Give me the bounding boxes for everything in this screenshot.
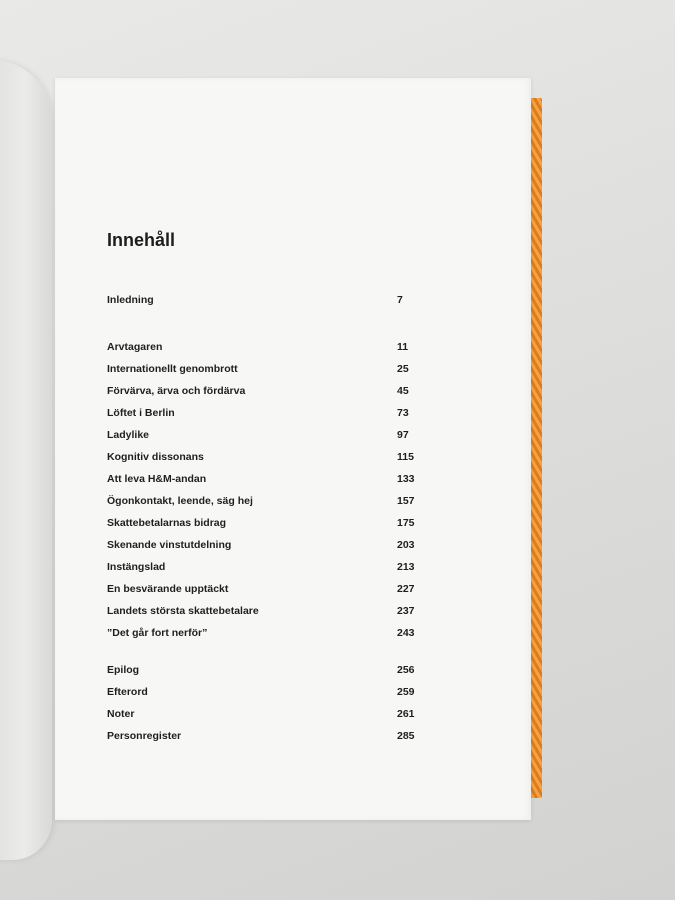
toc-entry-page: 157: [397, 495, 415, 507]
toc-entry-title: Efterord: [107, 686, 148, 698]
toc-entry-title: Landets största skattebetalare: [107, 605, 259, 617]
facing-page-edge: [0, 60, 52, 860]
toc-entry-title: Ladylike: [107, 429, 150, 441]
toc-entry-title: Noter: [107, 708, 135, 720]
toc-entry: [107, 536, 467, 554]
toc-entry-title: Löftet i Berlin: [107, 407, 175, 419]
toc-entry: [107, 558, 467, 576]
toc-entry: [107, 602, 467, 620]
toc-entry-page: 25: [397, 363, 409, 375]
toc-entry-page: 256: [397, 664, 415, 676]
toc-entry-page: 73: [397, 407, 409, 419]
toc-entry: [107, 338, 467, 356]
toc-entry-page: 115: [397, 451, 414, 463]
toc-entry-page: 175: [397, 517, 415, 529]
toc-entry-title: Inledning: [107, 294, 154, 306]
toc-entry: [107, 382, 467, 400]
toc-entry: [107, 492, 467, 510]
toc-entry-title: Instängslad: [107, 561, 166, 573]
toc-entry: [107, 404, 467, 422]
toc-entry-title: Personregister: [107, 730, 182, 742]
toc-entry-page: 45: [397, 385, 409, 397]
toc-entry: [107, 360, 467, 378]
toc-entry-page: 243: [397, 627, 415, 639]
toc-entry: [107, 624, 467, 642]
toc-entry: [107, 727, 467, 745]
toc-entry-title: Skenande vinstutdelning: [107, 539, 232, 551]
toc-entry: [107, 291, 467, 309]
toc-entry: [107, 580, 467, 598]
toc-entry-title: ”Det går fort nerför”: [107, 627, 208, 639]
toc-entry-page: 285: [397, 730, 415, 742]
toc-entry-title: Skattebetalarnas bidrag: [107, 517, 227, 529]
toc-entry-title: Att leva H&M-andan: [107, 473, 207, 485]
toc-entry-page: 259: [397, 686, 415, 698]
toc-entry-page: 7: [397, 294, 403, 306]
book-page: [55, 78, 531, 820]
toc-entry-title: Internationellt genombrott: [107, 363, 238, 375]
toc-entry: [107, 426, 467, 444]
toc-entry-title: Epilog: [107, 664, 140, 676]
toc-entry: [107, 683, 467, 701]
toc-entry-page: 11: [397, 341, 409, 353]
toc-entry-page: 213: [397, 561, 415, 573]
page-title: Innehåll: [107, 230, 176, 250]
toc-entry-page: 97: [397, 429, 409, 441]
toc-entry-page: 237: [397, 605, 415, 617]
toc-entry-page: 261: [397, 708, 415, 720]
toc-entry-title: Kognitiv dissonans: [107, 451, 204, 463]
toc-entry-page: 203: [397, 539, 415, 551]
toc-entry: [107, 661, 467, 679]
toc-entry: [107, 514, 467, 532]
toc-entry: [107, 470, 467, 488]
toc-entry: [107, 448, 467, 466]
toc-entry-title: Ögonkontakt, leende, säg hej: [107, 495, 253, 507]
toc-entry: [107, 705, 467, 723]
toc-entry-page: 133: [397, 473, 415, 485]
toc-entry-title: En besvärande upptäckt: [107, 583, 229, 595]
toc-entry-page: 227: [397, 583, 415, 595]
toc-entry-title: Arvtagaren: [107, 341, 163, 353]
toc-entry-title: Förvärva, ärva och fördärva: [107, 385, 246, 397]
